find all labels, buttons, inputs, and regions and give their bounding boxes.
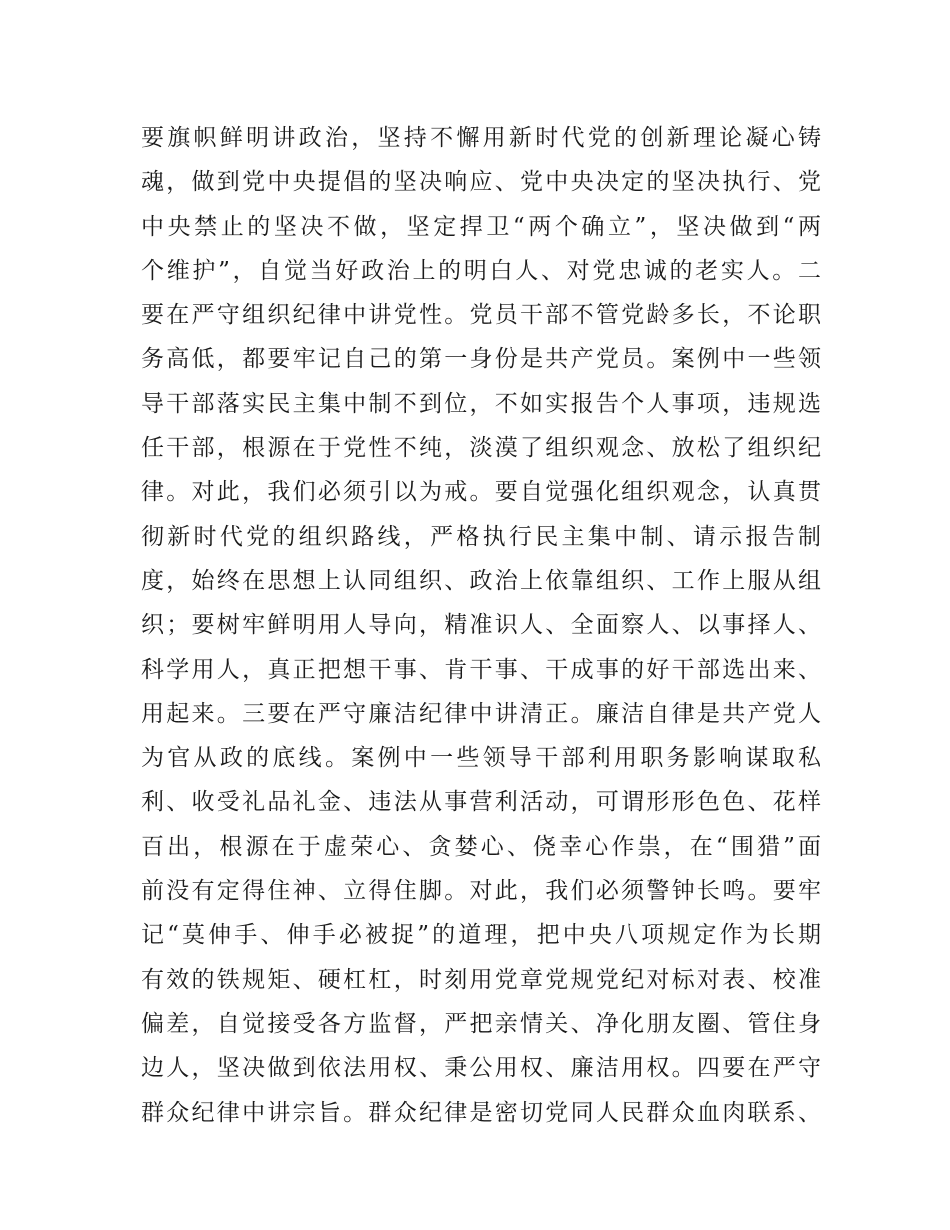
text-line-10: 彻新时代党的组织路线，严格执行民主集中制、请示报告制 — [141, 523, 821, 550]
text-line-2: 魂，做到党中央提倡的坚决响应、党中央决定的坚决执行、党 — [141, 169, 821, 196]
text-line-7: 导干部落实民主集中制不到位，不如实报告个人事项，违规选 — [141, 390, 821, 417]
text-line-13: 科学用人，真正把想干事、肯干事、干成事的好干部选出来、 — [141, 656, 821, 683]
text-line-19: 记“莫伸手、伸手必被捉”的道理，把中央八项规定作为长期 — [141, 922, 821, 949]
text-line-5: 要在严守组织纪律中讲党性。党员干部不管党龄多长，不论职 — [141, 302, 821, 329]
body-text — [141, 116, 821, 1135]
text-line-9: 律。对此，我们必须引以为戒。要自觉强化组织观念，认真贯 — [141, 479, 821, 506]
text-line-3: 中央禁止的坚决不做，坚定捍卫“两个确立”，坚决做到“两 — [141, 213, 821, 240]
text-line-21: 偏差，自觉接受各方监督，严把亲情关、净化朋友圈、管住身 — [141, 1010, 821, 1037]
text-line-20: 有效的铁规矩、硬杠杠，时刻用党章党规党纪对标对表、校准 — [141, 966, 821, 993]
text-line-22: 边人，坚决做到依法用权、秉公用权、廉洁用权。四要在严守 — [141, 1055, 821, 1082]
text-line-17: 百出，根源在于虚荣心、贪婪心、侥幸心作祟，在“围猎”面 — [141, 833, 821, 860]
text-line-4: 个维护”，自觉当好政治上的明白人、对党忠诚的老实人。二 — [141, 257, 821, 284]
text-line-8: 任干部，根源在于党性不纯，淡漠了组织观念、放松了组织纪 — [141, 435, 821, 462]
text-line-18: 前没有定得住神、立得住脚。对此，我们必须警钟长鸣。要牢 — [141, 878, 821, 905]
text-line-14: 用起来。三要在严守廉洁纪律中讲清正。廉洁自律是共产党人 — [141, 700, 821, 727]
text-line-16: 利、收受礼品礼金、违法从事营利活动，可谓形形色色、花样 — [141, 789, 821, 816]
text-line-12: 织；要树牢鲜明用人导向，精准识人、全面察人、以事择人、 — [141, 612, 821, 639]
text-line-15: 为官从政的底线。案例中一些领导干部利用职务影响谋取私 — [141, 745, 821, 772]
text-line-6: 务高低，都要牢记自己的第一身份是共产党员。案例中一些领 — [141, 346, 821, 373]
text-line-23: 群众纪律中讲宗旨。群众纪律是密切党同人民群众血肉联系、 — [141, 1099, 821, 1126]
text-line-11: 度，始终在思想上认同组织、政治上依靠组织、工作上服从组 — [141, 567, 821, 594]
text-line-1: 要旗帜鲜明讲政治，坚持不懈用新时代党的创新理论凝心铸 — [141, 125, 821, 151]
